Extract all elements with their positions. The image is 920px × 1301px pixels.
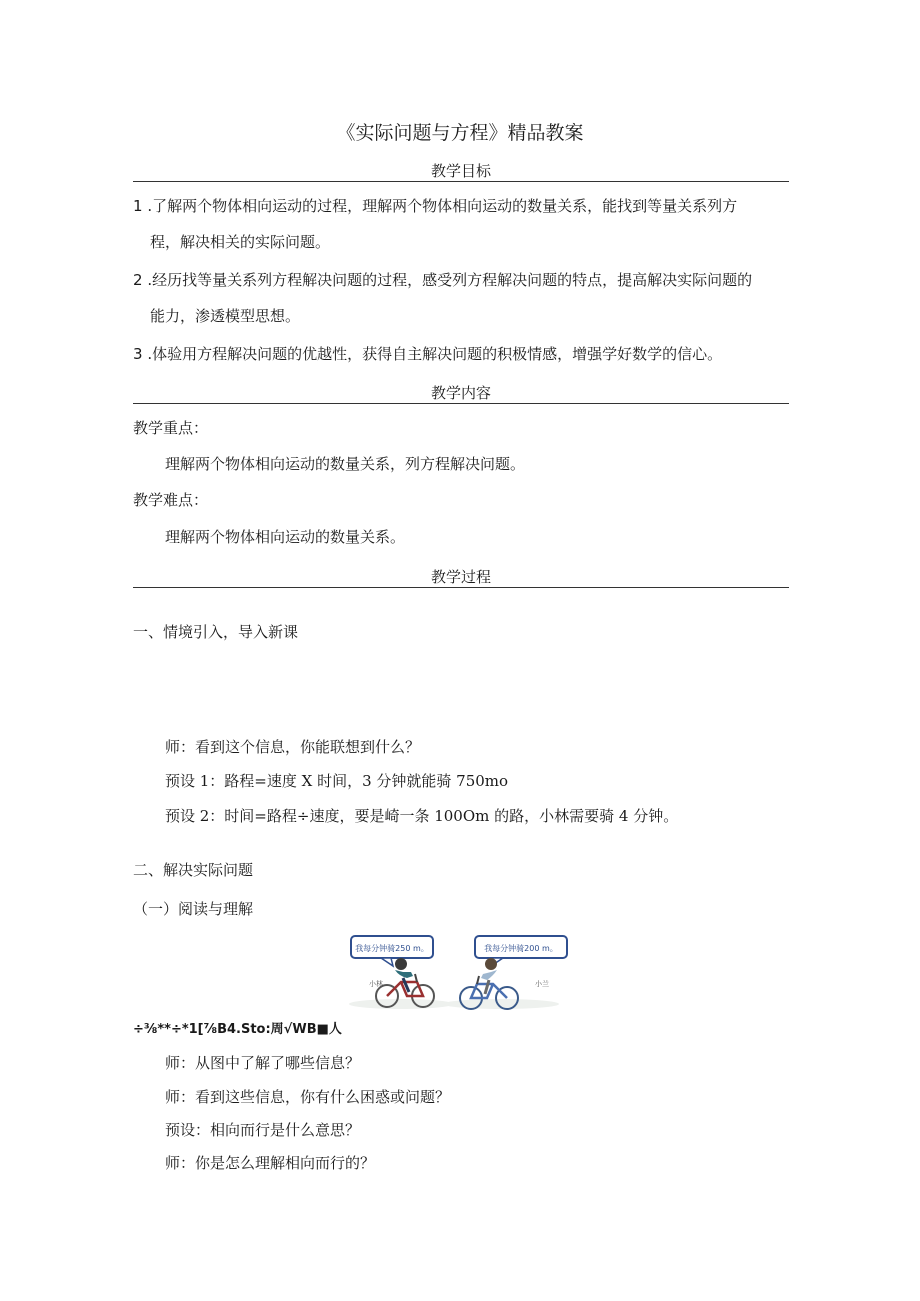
cyclists-illustration bbox=[341, 934, 573, 1014]
objective-2 bbox=[133, 270, 752, 290]
key-point-text: 理解两个物体相向运动的数量关系，列方程解决问题。 bbox=[165, 455, 526, 473]
dialogue-line: 预设 2：时间=路程÷速度，要是崎一条 100Om 的路，小林需要骑 4 分钟。 bbox=[165, 807, 679, 825]
name-label-right: 小兰 bbox=[535, 980, 549, 988]
section-heading-content: 教学内容 bbox=[430, 384, 491, 402]
dialogue-line: 师：看到这些信息，你有什么困惑或问题？ bbox=[165, 1088, 451, 1106]
difficulty-text: 理解两个物体相向运动的数量关系。 bbox=[165, 528, 406, 546]
divider bbox=[133, 181, 789, 182]
objective-3 bbox=[133, 344, 722, 364]
divider bbox=[133, 403, 789, 404]
objective-text: .经历找等量关系列方程解决问题的过程，感受列方程解决问题的特点，提高解决实际问题的 bbox=[142, 271, 753, 289]
objective-number: 1 bbox=[133, 197, 143, 215]
objective-text: .体验用方程解决问题的优越性，获得自主解决问题的积极情感，增强学好数学的信心。 bbox=[142, 345, 723, 363]
bubble-text-right: 我每分钟骑200 m。 bbox=[484, 944, 558, 953]
section-heading-objectives: 教学目标 bbox=[430, 162, 491, 180]
name-label-left: 小林 bbox=[369, 980, 383, 988]
objective-1 bbox=[133, 196, 737, 216]
bubble-text-left: 我每分钟骑250 m。 bbox=[355, 944, 429, 953]
objective-2-continued: 能力，渗透模型思想。 bbox=[150, 307, 301, 325]
key-point-label: 教学重点： bbox=[133, 419, 209, 437]
dialogue-line: 预设：相向而行是什么意思？ bbox=[165, 1121, 361, 1139]
garbled-caption: ÷⅜**÷*1[⅞B4.Sto:周√WB■人 bbox=[133, 1022, 342, 1037]
objective-1-continued: 程，解决相关的实际问题。 bbox=[150, 233, 331, 251]
dialogue-line: 师：从图中了解了哪些信息？ bbox=[165, 1054, 361, 1072]
difficulty-label: 教学难点： bbox=[133, 491, 209, 509]
objective-number: 3 bbox=[133, 345, 143, 363]
part2-subheading: （一）阅读与理解 bbox=[133, 900, 254, 918]
dialogue-line: 师：看到这个信息，你能联想到什么？ bbox=[165, 738, 421, 756]
part1-heading: 一、情境引入，导入新课 bbox=[133, 623, 299, 641]
dialogue-line: 预设 1：路程=速度 X 时间，3 分钟就能骑 750mo bbox=[165, 772, 509, 790]
section-heading-process: 教学过程 bbox=[430, 568, 491, 586]
divider bbox=[133, 587, 789, 588]
part2-heading: 二、解决实际问题 bbox=[133, 861, 254, 879]
page-title: 《实际问题与方程》精品教案 bbox=[336, 122, 584, 144]
objective-number: 2 bbox=[133, 271, 143, 289]
objective-text: .了解两个物体相向运动的过程，理解两个物体相向运动的数量关系，能找到等量关系列方 bbox=[142, 197, 738, 215]
dialogue-line: 师：你是怎么理解相向而行的？ bbox=[165, 1154, 376, 1172]
